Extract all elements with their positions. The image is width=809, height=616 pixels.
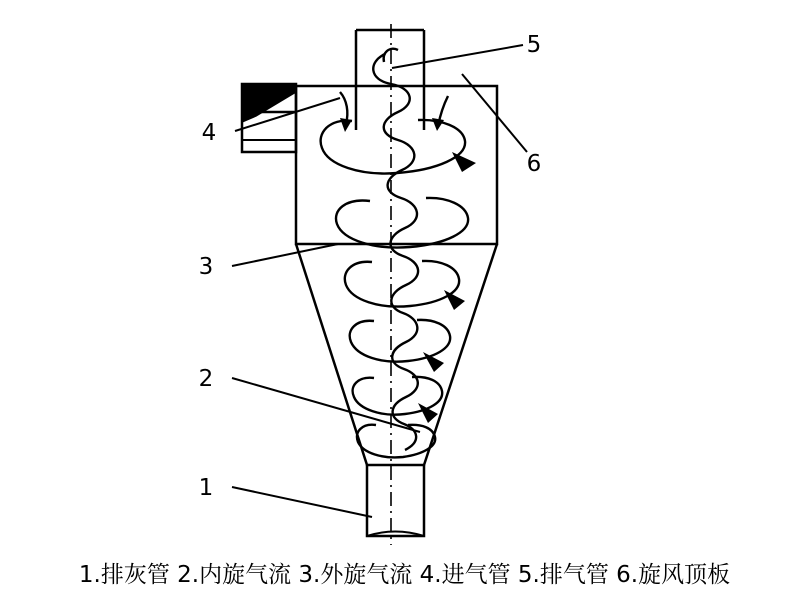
inner-vortex-flow: [373, 54, 418, 450]
inlet-duct: [242, 84, 296, 152]
leader-line-5: [392, 45, 523, 68]
inlet-solid-wedge: [242, 84, 296, 122]
leader-line-3: [232, 244, 338, 266]
callout-label-5: 5: [526, 32, 542, 58]
callout-label-6: 6: [526, 151, 542, 177]
callout-label-1: 1: [198, 475, 214, 501]
dust-outlet-pipe: [367, 465, 424, 536]
exhaust-pipe: [356, 30, 424, 130]
leader-line-2: [232, 378, 420, 432]
figure-legend-caption: 1.排灰管 2.内旋气流 3.外旋气流 4.进气管 5.排气管 6.旋风顶板: [78, 562, 731, 588]
cyclone-cone: [296, 244, 497, 465]
callout-leader-lines: [232, 45, 527, 517]
leader-line-1: [232, 487, 372, 517]
outer-vortex-arrowheads: [418, 152, 476, 423]
callout-label-2: 2: [198, 366, 214, 392]
callout-label-3: 3: [198, 254, 214, 280]
callout-label-4: 4: [201, 120, 217, 146]
